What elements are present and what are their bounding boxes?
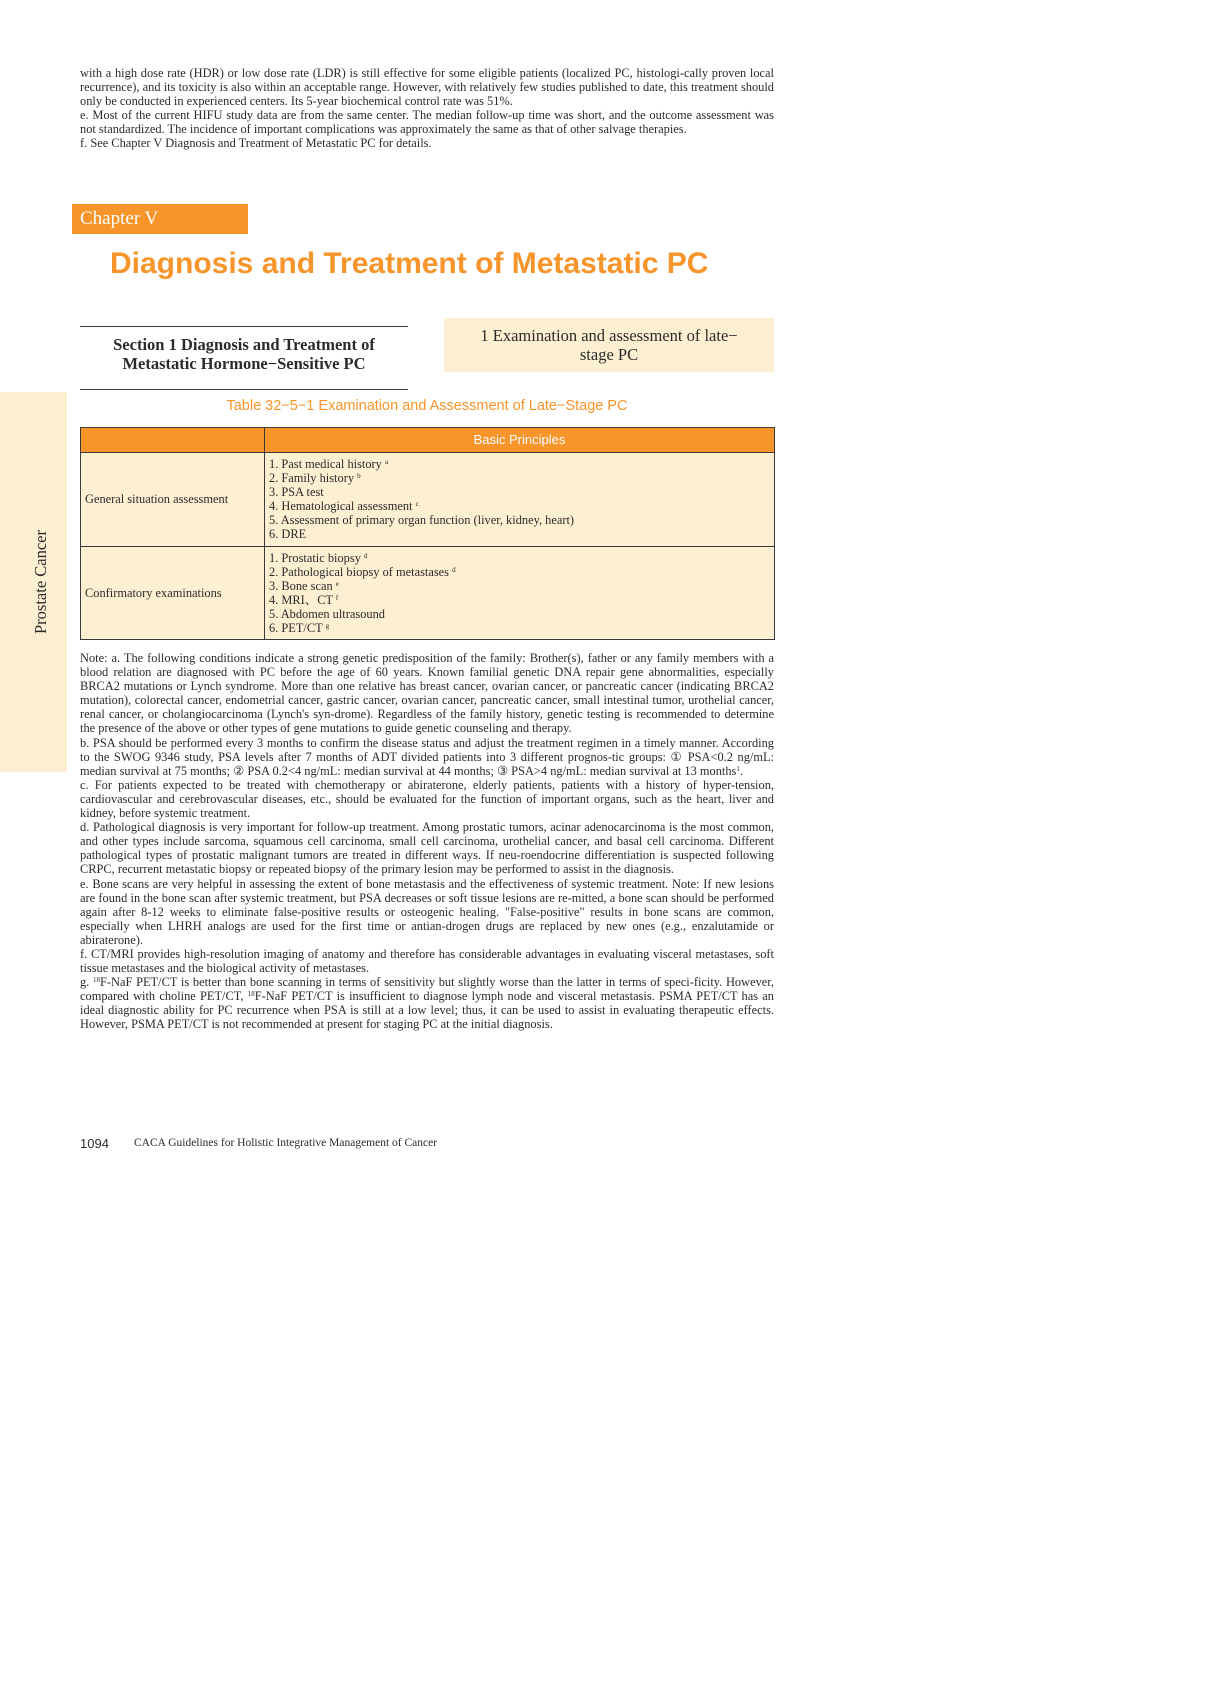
table-header-row (81, 428, 775, 453)
note-b: b. PSA should be performed every 3 months to confirm the disease status and adjust the treatment regimen in a timely manner. According to the SWOG 9346 study, PSA levels after 7 months of ADT divided patients into 3 different prognos-tic groups: ① PSA<0.2 ng/mL: median survival at 75 months; ② PSA 0.2<4 ng/mL: median survival at 44 months; ③ PSA>4 ng/mL: median survival at 13 months$^1$. (80, 735, 774, 778)
table-category: General situation assessment (81, 453, 265, 547)
section-heading-line2: Metastatic Hormone−Sensitive PC (122, 354, 366, 373)
list-item: 4. MRI、CT $^f$ (269, 592, 339, 607)
section-heading-line1: Section 1 Diagnosis and Treatment of (113, 335, 375, 354)
assessment-table (80, 427, 775, 640)
table-row (81, 546, 775, 640)
list-item: 1. Past medical history $^a$ (269, 457, 389, 471)
list-item: 2. Family history $^b$ (269, 471, 361, 486)
exam-heading-line2: stage PC (579, 345, 639, 364)
exam-heading (444, 318, 774, 372)
list-item: 3. Bone scan $^e$ (269, 578, 339, 593)
list-item: 4. Hematological assessment $^c$ (269, 499, 419, 514)
list-item: 2. Pathological biopsy of metastases $^d$ (269, 564, 456, 579)
note-g: g. $^{18}$F-NaF PET/CT is better than bone scanning in terms of sensitivity but slightly worse than the latter in terms of speci-ficity. However, compared with choline PET/CT, $^{18}$F-NaF PET/CT is insufficient to diagnose lymph node and visceral metastasis. PSMA PET/CT has an ideal diagnostic ability for PC recurrence when PSA is still at a low level; thus, it can be used to assist in evaluating therapeutic effects. However, PSMA PET/CT is not recommended at present for staging PC at the initial diagnosis. (80, 975, 774, 1032)
note-d: d. Pathological diagnosis is very important for follow-up treatment. Among prostatic tumors, acinar adenocarcinoma is the most common, and other types include sarcoma, squamous cell carcinoma, small cell carcinoma, urothelial cancer, and basal cell carcinoma. Different pathological types of prostatic malignant tumors are treated in different ways. If neu-roendocrine differentiation is suspected following CRPC, recurrent metastatic biopsy or repeated biopsy of the primary lesion may be performed to assist in the diagnosis. (80, 820, 774, 877)
table-header-blank (81, 428, 265, 453)
table-items (265, 546, 775, 640)
list-item: 3. PSA test (269, 485, 324, 500)
section-heading (80, 326, 408, 390)
list-item: 5. Abdomen ultrasound (269, 606, 385, 621)
list-item: 6. DRE (269, 527, 307, 542)
table-items (265, 453, 775, 547)
paragraph: e. Most of the current HIFU study data are from the same center. The median follow-up time was short, and the outcome assessment was not standardized. The incidence of important complications was approximately the same as that of other salvage therapies. (80, 108, 774, 137)
list-item: 1. Prostatic biopsy $^d$ (269, 550, 368, 565)
table-category: Confirmatory examinations (81, 546, 265, 640)
top-paragraphs (80, 66, 774, 151)
list-item: 5. Assessment of primary organ function (liver, kidney, heart) (269, 513, 575, 528)
side-label: Prostate Cancer (31, 529, 50, 635)
main-title: Diagnosis and Treatment of Metastatic PC (110, 247, 709, 280)
table-row (81, 453, 775, 547)
note-c: c. For patients expected to be treated with chemotherapy or abiraterone, elderly patients, patients with a history of hyper-tension, cardiovascular and cerebrovascular diseases, etc., should be evaluated for the function of important organs, such as the heart, liver and kidney, before systemic treatment. (80, 777, 774, 821)
table-caption: Table 32−5−1 Examination and Assessment of Late−Stage PC (226, 398, 628, 414)
note-f: f. CT/MRI provides high-resolution imaging of anatomy and therefore has considerable advantages in evaluating visceral metastases, soft tissue metastases and the biological activity of metastases. (80, 946, 774, 976)
note-a: Note: a. The following conditions indicate a strong genetic predisposition of the family: Brother(s), father or any family members with a blood relation are diagnosed with PC before the age of 60 years. Known familial genetic DNA repair gene abnormalities, especially BRCA2 mutations or Lynch syndrome. More than one relative has breast cancer, ovarian cancer, or pancreatic cancer (indicating BRCA2 mutation), colorectal cancer, endometrial cancer, gastric cancer, ovarian cancer, pancreatic cancer, small intestinal tumor, urothelial cancer, renal cancer, or cholangiocarcinoma (Lynch's syn-drome). Regardless of the family history, genetic testing is recommended to determine the presence of the above or other types of gene mutations to guide genetic counseling and therapy. (80, 651, 774, 736)
exam-heading-line1: 1 Examination and assessment of late− (480, 326, 738, 345)
page-number: 1094 (80, 1136, 109, 1151)
chapter-label: Chapter V (72, 204, 248, 234)
note-e: e. Bone scans are very helpful in assessing the extent of bone metastasis and the effectiveness of systemic treatment. Note: If new lesions are found in the bone scan after systemic treatment, but PSA decreases or soft tissue lesions are re-mitted, a bone scan should be performed again after 8-12 weeks to eliminate false-positive results or osteogenic healing. "False-positive" results in bone scans are common, especially when LHRH analogs are used for the first time or antian-drogen drugs are replaced by new ones (e.g., enzalutamide or abiraterone). (80, 876, 774, 947)
footer-text: CACA Guidelines for Holistic Integrative Management of Cancer (134, 1137, 438, 1149)
table-header: Basic Principles (265, 428, 775, 453)
paragraph: with a high dose rate (HDR) or low dose rate (LDR) is still effective for some eligible patients (localized PC, histologi-cally proven local recurrence), and its toxicity is also within an acceptable range. However, with relatively few studies published to date, this treatment should only be conducted in experienced centers. Its 5-year biochemical control rate was 51%. (80, 66, 774, 109)
notes (80, 651, 774, 1032)
list-item: 6. PET/CT $^g$ (269, 621, 330, 636)
paragraph: f. See Chapter V Diagnosis and Treatment of Metastatic PC for details. (80, 136, 432, 151)
